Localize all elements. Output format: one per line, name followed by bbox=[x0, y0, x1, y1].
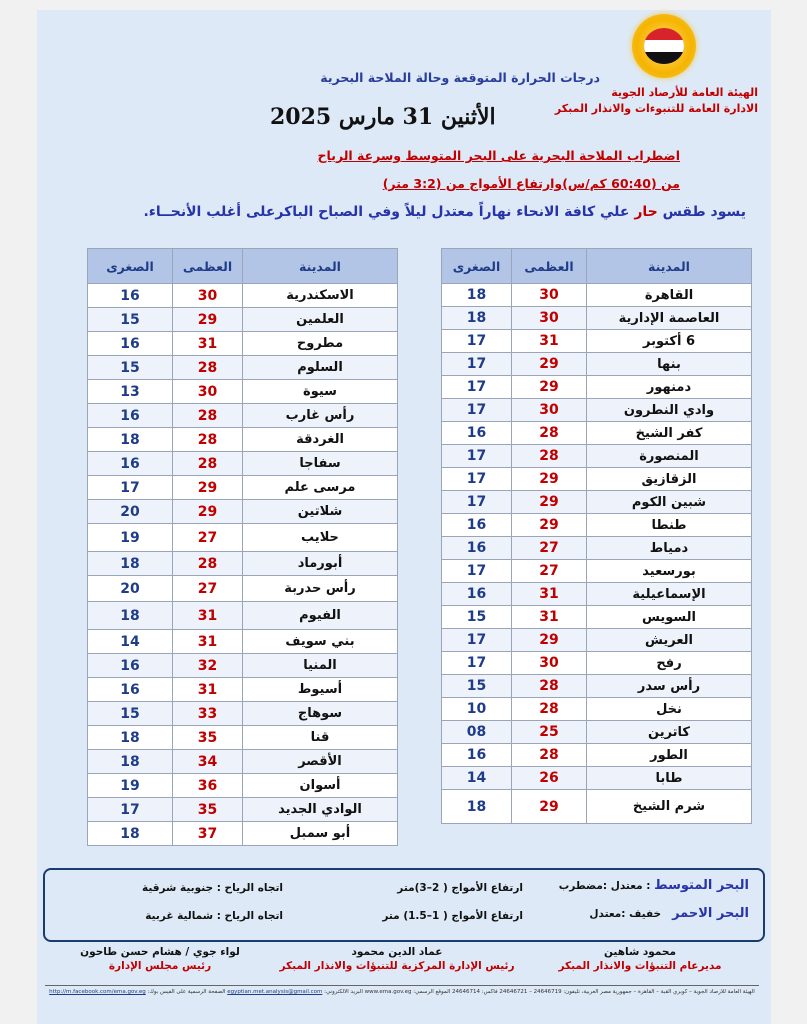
city-cell: 6 أكتوبر bbox=[587, 330, 752, 353]
max-temp-cell: 28 bbox=[173, 552, 243, 576]
org-department: الادارة العامة للتنبوءات والانذار المبكر bbox=[554, 102, 758, 115]
red-sea-wind: اتجاه الرياح : شمالية غربية bbox=[145, 910, 283, 922]
table-row bbox=[442, 284, 752, 307]
max-temp-cell: 30 bbox=[512, 284, 587, 307]
med-sea-status: البحر المتوسط : معتدل :مضطرب bbox=[558, 878, 749, 893]
city-cell: شبين الكوم bbox=[587, 491, 752, 514]
table-row bbox=[88, 822, 398, 846]
table-row bbox=[442, 491, 752, 514]
max-temp-cell: 27 bbox=[173, 576, 243, 602]
footer-divider bbox=[45, 985, 759, 986]
table-row bbox=[88, 284, 398, 308]
min-temp-cell: 17 bbox=[442, 445, 512, 468]
min-temp-cell: 14 bbox=[88, 630, 173, 654]
max-temp-cell: 27 bbox=[173, 524, 243, 552]
max-temp-cell: 29 bbox=[512, 629, 587, 652]
signature-1: محمود شاهين مديرعام التنبؤات والانذار المبكر bbox=[558, 946, 722, 972]
table-row bbox=[88, 308, 398, 332]
min-temp-cell: 16 bbox=[88, 284, 173, 308]
city-cell: أبو سمبل bbox=[243, 822, 398, 846]
max-temp-cell: 29 bbox=[512, 514, 587, 537]
med-sea-waves: ارتفاع الأمواج ( 2–3)متر bbox=[397, 882, 523, 894]
footer-email-link[interactable]: egyptian.met.analysis@gmail.com bbox=[227, 989, 323, 995]
max-temp-cell: 29 bbox=[173, 308, 243, 332]
report-date: الأثنين 31 مارس 2025 bbox=[270, 104, 496, 130]
city-cell: شلاتين bbox=[243, 500, 398, 524]
max-temp-cell: 30 bbox=[173, 284, 243, 308]
table-row bbox=[88, 524, 398, 552]
table-row bbox=[88, 702, 398, 726]
city-temps-table-right bbox=[441, 248, 752, 824]
min-temp-cell: 16 bbox=[442, 514, 512, 537]
min-temp-cell: 18 bbox=[88, 822, 173, 846]
min-temp-cell: 16 bbox=[442, 583, 512, 606]
city-cell: الفيوم bbox=[243, 602, 398, 630]
max-temp-cell: 31 bbox=[173, 678, 243, 702]
max-temp-cell: 27 bbox=[512, 537, 587, 560]
city-cell: الزقازيق bbox=[587, 468, 752, 491]
max-temp-cell: 25 bbox=[512, 721, 587, 744]
table-row bbox=[88, 476, 398, 500]
signature-3: لواء جوي / هشام حسن طاحون رئيس مجلس الإدارة bbox=[80, 946, 240, 972]
min-temp-cell: 16 bbox=[88, 332, 173, 356]
city-cell: الوادي الجديد bbox=[243, 798, 398, 822]
col-header-min: الصغرى bbox=[442, 249, 512, 284]
min-temp-cell: 18 bbox=[442, 284, 512, 307]
col-header-city: المدينة bbox=[243, 249, 398, 284]
table-row bbox=[88, 654, 398, 678]
table-row bbox=[88, 404, 398, 428]
max-temp-cell: 30 bbox=[512, 307, 587, 330]
max-temp-cell: 31 bbox=[173, 630, 243, 654]
table-row bbox=[88, 552, 398, 576]
max-temp-cell: 30 bbox=[173, 380, 243, 404]
col-header-max: العظمى bbox=[173, 249, 243, 284]
city-cell: بني سويف bbox=[243, 630, 398, 654]
city-cell: مرسى علم bbox=[243, 476, 398, 500]
max-temp-cell: 28 bbox=[173, 452, 243, 476]
max-temp-cell: 27 bbox=[512, 560, 587, 583]
city-cell: الأقصر bbox=[243, 750, 398, 774]
min-temp-cell: 16 bbox=[88, 678, 173, 702]
city-cell: العلمين bbox=[243, 308, 398, 332]
min-temp-cell: 16 bbox=[442, 422, 512, 445]
min-temp-cell: 15 bbox=[88, 702, 173, 726]
max-temp-cell: 31 bbox=[512, 606, 587, 629]
max-temp-cell: 28 bbox=[512, 422, 587, 445]
table-row bbox=[88, 774, 398, 798]
city-cell: رأس حدربة bbox=[243, 576, 398, 602]
table-row bbox=[442, 307, 752, 330]
max-temp-cell: 28 bbox=[512, 675, 587, 698]
table-row bbox=[442, 652, 752, 675]
city-cell: دمنهور bbox=[587, 376, 752, 399]
col-header-max: العظمى bbox=[512, 249, 587, 284]
table-row bbox=[442, 560, 752, 583]
city-cell: رأس غارب bbox=[243, 404, 398, 428]
city-cell: مطروح bbox=[243, 332, 398, 356]
city-cell: دمياط bbox=[587, 537, 752, 560]
max-temp-cell: 28 bbox=[173, 356, 243, 380]
red-sea-waves: ارتفاع الأمواج ( 1–1.5) متر bbox=[382, 910, 523, 922]
city-cell: الإسماعيلية bbox=[587, 583, 752, 606]
general-forecast: يسود طقس حار علي كافة الانحاء نهاراً معتدل ليلاً وفي الصباح الباكرعلى أغلب الأنحــاء. bbox=[143, 204, 746, 220]
city-cell: بورسعيد bbox=[587, 560, 752, 583]
min-temp-cell: 16 bbox=[88, 452, 173, 476]
min-temp-cell: 18 bbox=[88, 726, 173, 750]
table-row bbox=[442, 537, 752, 560]
max-temp-cell: 30 bbox=[512, 399, 587, 422]
table-row bbox=[442, 744, 752, 767]
max-temp-cell: 31 bbox=[512, 330, 587, 353]
report-title: درجات الحرارة المتوقعة وحالة الملاحة البحرية bbox=[320, 70, 600, 85]
max-temp-cell: 28 bbox=[173, 404, 243, 428]
city-cell: طابا bbox=[587, 767, 752, 790]
city-cell: رأس سدر bbox=[587, 675, 752, 698]
city-cell: أسوان bbox=[243, 774, 398, 798]
city-cell: أبورماد bbox=[243, 552, 398, 576]
max-temp-cell: 32 bbox=[173, 654, 243, 678]
sea-warning-line2: من (60:40 كم/س)وارتفاع الأمواج من (3:2 متر) bbox=[382, 176, 680, 191]
min-temp-cell: 17 bbox=[88, 798, 173, 822]
city-cell: المنصورة bbox=[587, 445, 752, 468]
table-row bbox=[442, 675, 752, 698]
city-cell: قنا bbox=[243, 726, 398, 750]
max-temp-cell: 30 bbox=[512, 652, 587, 675]
min-temp-cell: 17 bbox=[442, 330, 512, 353]
min-temp-cell: 16 bbox=[442, 744, 512, 767]
table-row bbox=[442, 698, 752, 721]
max-temp-cell: 31 bbox=[512, 583, 587, 606]
min-temp-cell: 10 bbox=[442, 698, 512, 721]
table-row bbox=[442, 790, 752, 824]
table-row bbox=[442, 767, 752, 790]
city-cell: شرم الشيخ bbox=[587, 790, 752, 824]
table-row bbox=[442, 721, 752, 744]
table-row bbox=[88, 576, 398, 602]
city-cell: الغردقة bbox=[243, 428, 398, 452]
red-sea-status: البحر الاحمر خفيف :معتدل bbox=[589, 906, 749, 921]
city-cell: وادي النطرون bbox=[587, 399, 752, 422]
min-temp-cell: 15 bbox=[442, 675, 512, 698]
min-temp-cell: 15 bbox=[442, 606, 512, 629]
city-cell: نخل bbox=[587, 698, 752, 721]
min-temp-cell: 17 bbox=[442, 560, 512, 583]
min-temp-cell: 17 bbox=[442, 629, 512, 652]
min-temp-cell: 17 bbox=[442, 399, 512, 422]
min-temp-cell: 17 bbox=[88, 476, 173, 500]
city-cell: بنها bbox=[587, 353, 752, 376]
table-row bbox=[88, 380, 398, 404]
table-row bbox=[88, 726, 398, 750]
table-row bbox=[442, 468, 752, 491]
city-cell: طنطا bbox=[587, 514, 752, 537]
min-temp-cell: 18 bbox=[442, 790, 512, 824]
table-row bbox=[442, 376, 752, 399]
max-temp-cell: 28 bbox=[512, 445, 587, 468]
max-temp-cell: 31 bbox=[173, 602, 243, 630]
table-row bbox=[88, 428, 398, 452]
min-temp-cell: 20 bbox=[88, 500, 173, 524]
city-cell: القاهرة bbox=[587, 284, 752, 307]
max-temp-cell: 29 bbox=[512, 491, 587, 514]
table-row bbox=[88, 630, 398, 654]
city-temps-table-left bbox=[87, 248, 398, 846]
city-cell: السويس bbox=[587, 606, 752, 629]
max-temp-cell: 35 bbox=[173, 726, 243, 750]
city-cell: أسيوط bbox=[243, 678, 398, 702]
signature-2: عماد الدين محمود رئيس الإدارة المركزية للتنبؤات والانذار المبكر bbox=[279, 946, 515, 972]
min-temp-cell: 17 bbox=[442, 376, 512, 399]
table-row bbox=[88, 452, 398, 476]
table-row bbox=[442, 629, 752, 652]
min-temp-cell: 18 bbox=[88, 428, 173, 452]
city-cell: الطور bbox=[587, 744, 752, 767]
max-temp-cell: 35 bbox=[173, 798, 243, 822]
sea-warning-line1: اضطراب الملاحة البحرية على البحر المتوسط وسرعة الرياح bbox=[317, 148, 680, 163]
table-row bbox=[442, 353, 752, 376]
max-temp-cell: 29 bbox=[512, 790, 587, 824]
city-cell: رفح bbox=[587, 652, 752, 675]
org-name: الهيئة العامة للأرصاد الجوية bbox=[611, 86, 758, 99]
min-temp-cell: 15 bbox=[88, 308, 173, 332]
max-temp-cell: 29 bbox=[512, 376, 587, 399]
city-cell: حلايب bbox=[243, 524, 398, 552]
city-cell: العريش bbox=[587, 629, 752, 652]
city-cell: المنيا bbox=[243, 654, 398, 678]
sea-state-box bbox=[43, 868, 765, 942]
min-temp-cell: 18 bbox=[88, 552, 173, 576]
table-row bbox=[442, 445, 752, 468]
col-header-min: الصغرى bbox=[88, 249, 173, 284]
max-temp-cell: 28 bbox=[173, 428, 243, 452]
max-temp-cell: 28 bbox=[512, 744, 587, 767]
med-sea-wind: اتجاه الرياح : جنوبية شرقية bbox=[141, 882, 283, 894]
table-row bbox=[88, 678, 398, 702]
col-header-city: المدينة bbox=[587, 249, 752, 284]
min-temp-cell: 13 bbox=[88, 380, 173, 404]
footer-facebook-link[interactable]: http://m.facebook.com/ema.gov.eg bbox=[49, 989, 146, 995]
min-temp-cell: 17 bbox=[442, 468, 512, 491]
min-temp-cell: 17 bbox=[442, 491, 512, 514]
min-temp-cell: 15 bbox=[88, 356, 173, 380]
table-row bbox=[442, 583, 752, 606]
min-temp-cell: 14 bbox=[442, 767, 512, 790]
min-temp-cell: 16 bbox=[88, 654, 173, 678]
min-temp-cell: 17 bbox=[442, 353, 512, 376]
table-row bbox=[88, 602, 398, 630]
table-row bbox=[442, 422, 752, 445]
city-cell: سفاجا bbox=[243, 452, 398, 476]
city-cell: السلوم bbox=[243, 356, 398, 380]
table-row bbox=[442, 330, 752, 353]
table-row bbox=[442, 514, 752, 537]
min-temp-cell: 19 bbox=[88, 774, 173, 798]
max-temp-cell: 28 bbox=[512, 698, 587, 721]
min-temp-cell: 18 bbox=[88, 602, 173, 630]
max-temp-cell: 29 bbox=[512, 353, 587, 376]
max-temp-cell: 29 bbox=[512, 468, 587, 491]
table-row bbox=[88, 500, 398, 524]
min-temp-cell: 16 bbox=[442, 537, 512, 560]
max-temp-cell: 33 bbox=[173, 702, 243, 726]
footer-contact: الهيئة العامة للأرصاد الجوية – كوبري القبة – القاهرة – جمهورية مصر العربية، تليفون: 24646719 – 24646721 فاكس: 24646714 الموقع الرسمي: www.ema.gov.eg البريد الالكتروني: egyptian.met.analysis@gmail.com الصفحة الرسمية على الفيس بوك: http://m.facebook.com/ema.gov.eg bbox=[49, 989, 755, 995]
max-temp-cell: 29 bbox=[173, 476, 243, 500]
city-cell: سيوة bbox=[243, 380, 398, 404]
min-temp-cell: 18 bbox=[442, 307, 512, 330]
city-cell: الاسكندرية bbox=[243, 284, 398, 308]
max-temp-cell: 37 bbox=[173, 822, 243, 846]
min-temp-cell: 17 bbox=[442, 652, 512, 675]
ema-logo-icon bbox=[632, 14, 696, 78]
min-temp-cell: 20 bbox=[88, 576, 173, 602]
city-cell: العاصمة الإدارية bbox=[587, 307, 752, 330]
max-temp-cell: 26 bbox=[512, 767, 587, 790]
min-temp-cell: 16 bbox=[88, 404, 173, 428]
table-row bbox=[88, 798, 398, 822]
table-row bbox=[88, 332, 398, 356]
max-temp-cell: 36 bbox=[173, 774, 243, 798]
min-temp-cell: 08 bbox=[442, 721, 512, 744]
table-row bbox=[88, 750, 398, 774]
city-cell: كفر الشيخ bbox=[587, 422, 752, 445]
city-cell: كاترين bbox=[587, 721, 752, 744]
min-temp-cell: 19 bbox=[88, 524, 173, 552]
table-row bbox=[442, 606, 752, 629]
table-row bbox=[442, 399, 752, 422]
table-row bbox=[88, 356, 398, 380]
max-temp-cell: 34 bbox=[173, 750, 243, 774]
city-cell: سوهاج bbox=[243, 702, 398, 726]
max-temp-cell: 29 bbox=[173, 500, 243, 524]
max-temp-cell: 31 bbox=[173, 332, 243, 356]
min-temp-cell: 18 bbox=[88, 750, 173, 774]
